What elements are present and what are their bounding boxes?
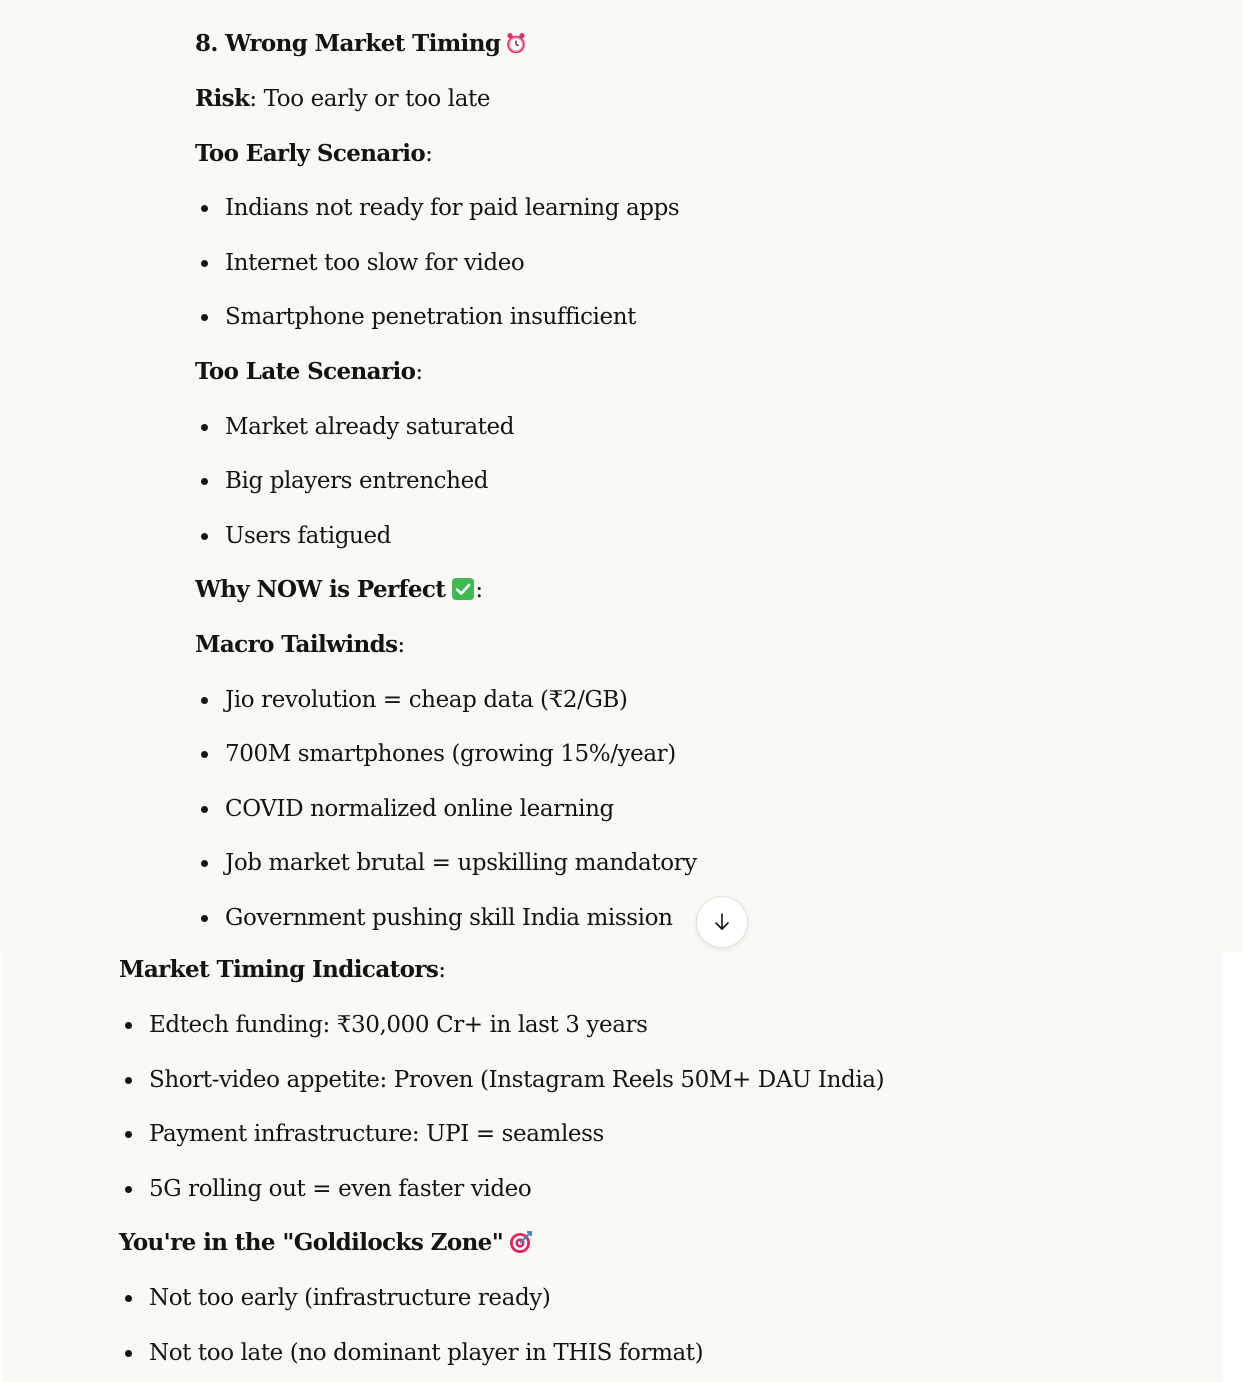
list-item	[149, 1119, 604, 1149]
list-item	[225, 685, 628, 715]
bullet-dot	[125, 1077, 132, 1084]
bullet-dot	[201, 424, 208, 431]
too-late-colon: :	[415, 359, 423, 385]
section-title	[195, 29, 526, 59]
why-now-label: Why NOW is Perfect	[195, 576, 446, 603]
list-item	[225, 248, 524, 278]
list-item	[149, 1174, 531, 1204]
list-item	[225, 794, 614, 824]
indicators-colon: :	[438, 957, 446, 983]
bullet-dot	[201, 205, 208, 212]
list-item	[225, 903, 672, 933]
too-early-colon: :	[425, 141, 433, 167]
macro-colon: :	[397, 632, 405, 658]
bullet-dot	[125, 1131, 132, 1138]
risk-line	[195, 84, 490, 114]
list-item	[225, 412, 514, 442]
why-now-colon: :	[475, 577, 483, 603]
too-early-heading	[195, 139, 432, 169]
bullet-dot	[125, 1295, 132, 1302]
list-item	[225, 193, 679, 223]
list-item-text: Users fatigued	[225, 523, 392, 549]
list-item	[149, 1338, 703, 1368]
too-late-heading	[195, 357, 423, 387]
list-item-text: Edtech funding: ₹30,000 Cr+ in last 3 years	[149, 1012, 648, 1038]
list-item-text: Market already saturated	[225, 414, 515, 440]
bullet-dot	[201, 478, 208, 485]
list-item	[225, 848, 697, 878]
arrow-down-icon	[712, 912, 732, 932]
list-item	[149, 1065, 884, 1095]
list-item-text: Payment infrastructure: UPI = seamless	[149, 1121, 604, 1147]
too-late-label: Too Late Scenario	[195, 358, 416, 385]
list-item-text: Jio revolution = cheap data (₹2/GB)	[225, 687, 628, 713]
list-item-text: COVID normalized online learning	[225, 796, 614, 822]
risk-sep: :	[249, 86, 257, 112]
why-now-heading	[195, 575, 483, 605]
bullet-dot	[201, 751, 208, 758]
bullet-dot	[125, 1186, 132, 1193]
list-item-text: Not too early (infrastructure ready)	[149, 1285, 551, 1311]
macro-label: Macro Tailwinds	[195, 631, 398, 658]
bullet-dot	[201, 260, 208, 267]
indicators-label: Market Timing Indicators	[119, 956, 439, 983]
bullet-dot	[201, 915, 208, 922]
list-item-text: 700M smartphones (growing 15%/year)	[225, 741, 676, 767]
list-item-text: Short-video appetite: Proven (Instagram Reels 50M+ DAU India)	[149, 1067, 885, 1093]
list-item-text: Job market brutal = upskilling mandatory	[225, 850, 697, 876]
scroll-to-bottom-button[interactable]	[696, 896, 748, 948]
list-item-text: Internet too slow for video	[225, 250, 525, 276]
list-item	[225, 739, 676, 769]
bullet-dot	[201, 806, 208, 813]
risk-text: Too early or too late	[256, 86, 491, 112]
list-item-text: Big players entrenched	[225, 468, 489, 494]
risk-label: Risk	[195, 85, 250, 112]
goldilocks-heading	[119, 1228, 533, 1258]
list-item	[149, 1010, 648, 1040]
bullet-dot	[125, 1022, 132, 1029]
list-item-text: 5G rolling out = even faster video	[149, 1176, 532, 1202]
direct-hit-target-icon	[509, 1230, 533, 1254]
macro-heading	[195, 630, 405, 660]
list-item	[225, 521, 391, 551]
list-item-text: Government pushing skill India mission	[225, 905, 673, 931]
list-item	[225, 302, 636, 332]
too-early-label: Too Early Scenario	[195, 140, 426, 167]
list-item-text: Indians not ready for paid learning apps	[225, 195, 680, 221]
section-title-text: 8. Wrong Market Timing	[195, 30, 501, 57]
list-item-text: Not too late (no dominant player in THIS format)	[149, 1340, 704, 1366]
bullet-dot	[201, 860, 208, 867]
list-item-text: Smartphone penetration insufficient	[225, 304, 636, 330]
bullet-dot	[201, 697, 208, 704]
check-mark-icon	[451, 577, 475, 601]
bullet-dot	[201, 533, 208, 540]
alarm-clock-icon	[506, 32, 526, 54]
bullet-dot	[201, 314, 208, 321]
list-item	[225, 466, 488, 496]
indicators-heading	[119, 955, 446, 985]
list-item	[149, 1283, 550, 1313]
goldilocks-label: You're in the "Goldilocks Zone"	[119, 1229, 504, 1256]
bullet-dot	[125, 1350, 132, 1357]
